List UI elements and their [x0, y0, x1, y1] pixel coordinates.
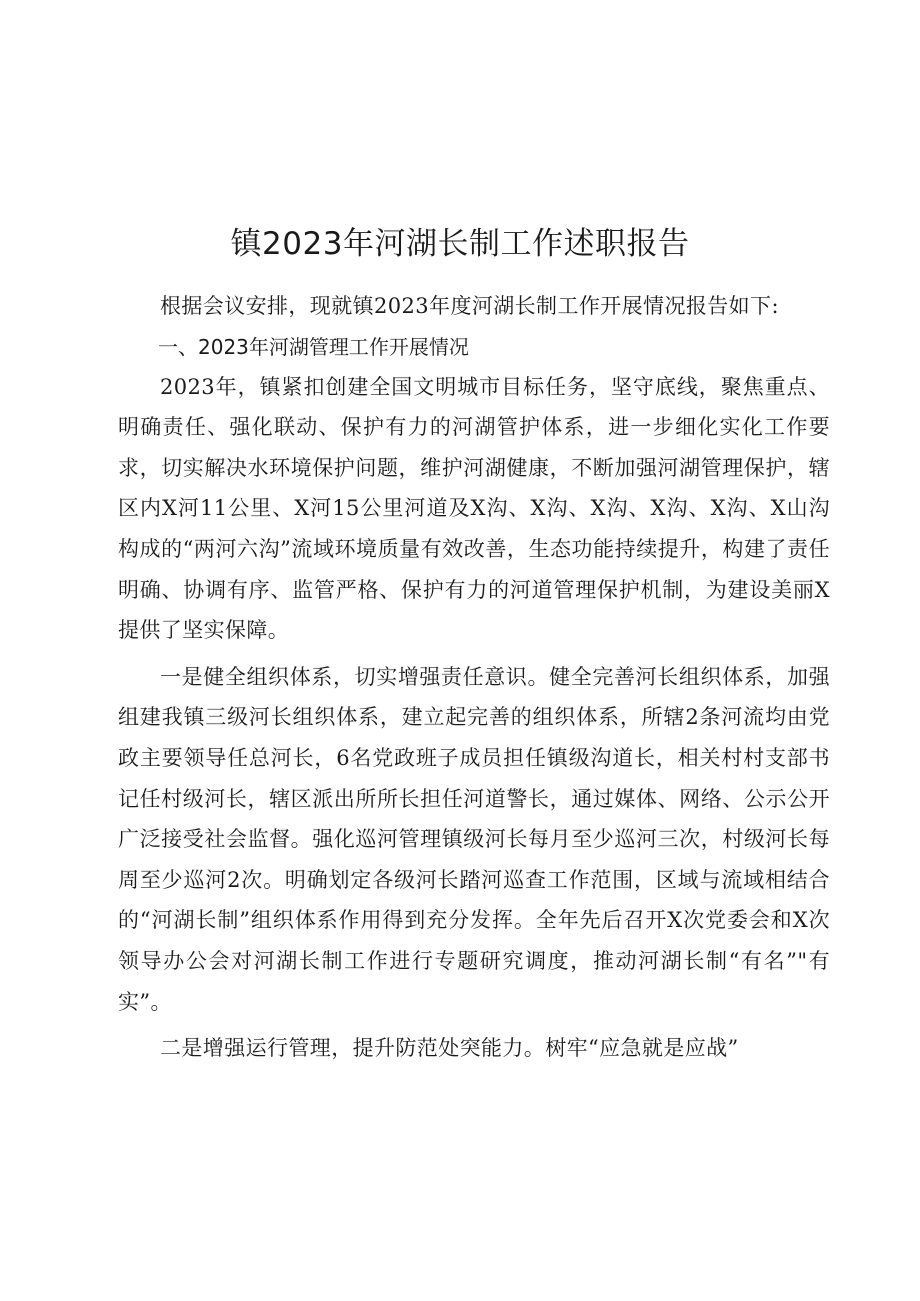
paragraph-overview: 2023年，镇紧扣创建全国文明城市目标任务，坚守底线，聚焦重点、明确责任、强化联动、保护有力的河湖管护体系，进一步细化实化工作要求，切实解决水环境保护问题，维护河湖健康，不断加强河湖管理保护，辖区内X河11公里、X河15公里河道及X沟、X沟、X沟、X沟、X沟、X山沟构成的“两河六沟”流域环境质量有效改善，生态功能持续提升，构建了责任明确、协调有序、监管严格、保护有力的河道管理保护机制，为建设美丽X提供了坚实保障。	[118, 374, 830, 643]
intro-paragraph: 根据会议安排，现就镇2023年度河湖长制工作开展情况报告如下:	[160, 294, 779, 318]
document-title: 镇2023年河湖长制工作述职报告	[230, 226, 690, 262]
section-heading: 一、2023年河湖管理工作开展情况	[158, 334, 469, 359]
paragraph-operations: 二是增强运行管理，提升防范处突能力。树牢“应急就是应战”	[160, 1036, 739, 1061]
document-body	[118, 286, 830, 1069]
paragraph-organization: 一是健全组织体系，切实增强责任意识。健全完善河长组织体系，加强组建我镇三级河长组织体系，建立起完善的组织体系，所辖2条河流均由党政主要领导任总河长，6名党政班子成员担任镇级沟道长，相关村村支部书记任村级河长，辖区派出所所长担任河道警长，通过媒体、网络、公示公开广泛接受社会监督。强化巡河管理镇级河长每月至少巡河三次，村级河长每周至少巡河2次。明确划定各级河长踏河巡查工作范围，区域与流域相结合的“河湖长制”组织体系作用得到充分发挥。全年先后召开X次党委会和X次领导办公会对河湖长制工作进行专题研究调度，推动河湖长制“有名”"有实”。	[118, 664, 830, 1014]
